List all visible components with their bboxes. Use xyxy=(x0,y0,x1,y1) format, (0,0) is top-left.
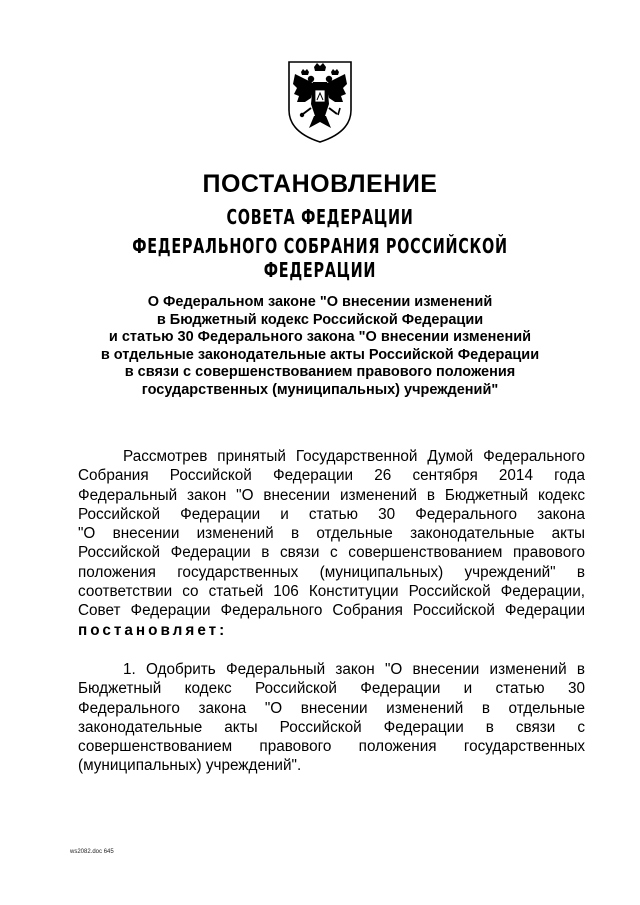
paragraph-line: Федеральный закон "О внесении изменений в Бюджетный кодекс xyxy=(78,486,585,504)
paragraph-line: Совет Федерации Федерального Собрания Российской Федерации xyxy=(78,602,585,620)
clause-1-paragraph xyxy=(78,660,585,776)
issuer-line-1: СОВЕТА ФЕДЕРАЦИИ xyxy=(226,205,414,229)
heading-line: в отдельные законодательные акты Российской Федерации xyxy=(100,346,540,363)
heading-line: О Федеральном законе "О внесении изменений xyxy=(147,294,493,310)
heading-line: и статью 30 Федерального закона "О внесении изменений xyxy=(108,329,532,345)
preamble-paragraph xyxy=(78,447,585,640)
paragraph-line: законодательные акты Российской Федерации в связи с xyxy=(78,718,585,736)
page-title: ПОСТАНОВЛЕНИЕ xyxy=(202,170,438,198)
russian-coat-of-arms-icon xyxy=(285,58,355,146)
resolution-heading xyxy=(70,294,570,399)
paragraph-line: совершенствованием правового положения государственных xyxy=(78,738,585,756)
paragraph-line: (муниципальных) учреждений". xyxy=(78,757,302,775)
paragraph-line: Бюджетный кодекс Российской Федерации и статью 30 xyxy=(78,680,585,698)
paragraph-line: "О внесении изменений в отдельные законодательные акты xyxy=(78,525,585,543)
paragraph-line: положения государственных (муниципальных) учреждений" в xyxy=(78,563,585,581)
paragraph-line: 1. Одобрить Федеральный закон "О внесении изменений в xyxy=(123,661,585,678)
heading-line: в Бюджетный кодекс Российской Федерации xyxy=(156,311,484,328)
paragraph-line: Федерального закона "О внесении изменений в отдельные xyxy=(78,699,585,717)
heading-line: государственных (муниципальных) учреждений" xyxy=(141,381,499,398)
paragraph-line: Собрания Российской Федерации 26 сентября 2014 года xyxy=(78,467,585,485)
issuer-line-2: ФЕДЕРАЛЬНОГО СОБРАНИЯ РОССИЙСКОЙ ФЕДЕРАЦИИ xyxy=(132,234,508,282)
paragraph-line: Российской Федерации и статью 30 Федерального закона xyxy=(78,505,585,523)
resolves-word: постановляет: xyxy=(78,621,228,639)
heading-line: в связи с совершенствованием правового положения xyxy=(124,364,516,380)
paragraph-line: соответствии со статьей 106 Конституции Российской Федерации, xyxy=(78,583,585,601)
document-footer-code: ws2082.doc 645 xyxy=(70,849,114,855)
paragraph-line: Рассмотрев принятый Государственной Думой Федерального xyxy=(123,448,585,465)
paragraph-line: Российской Федерации в связи с совершенствованием правового xyxy=(78,544,585,562)
